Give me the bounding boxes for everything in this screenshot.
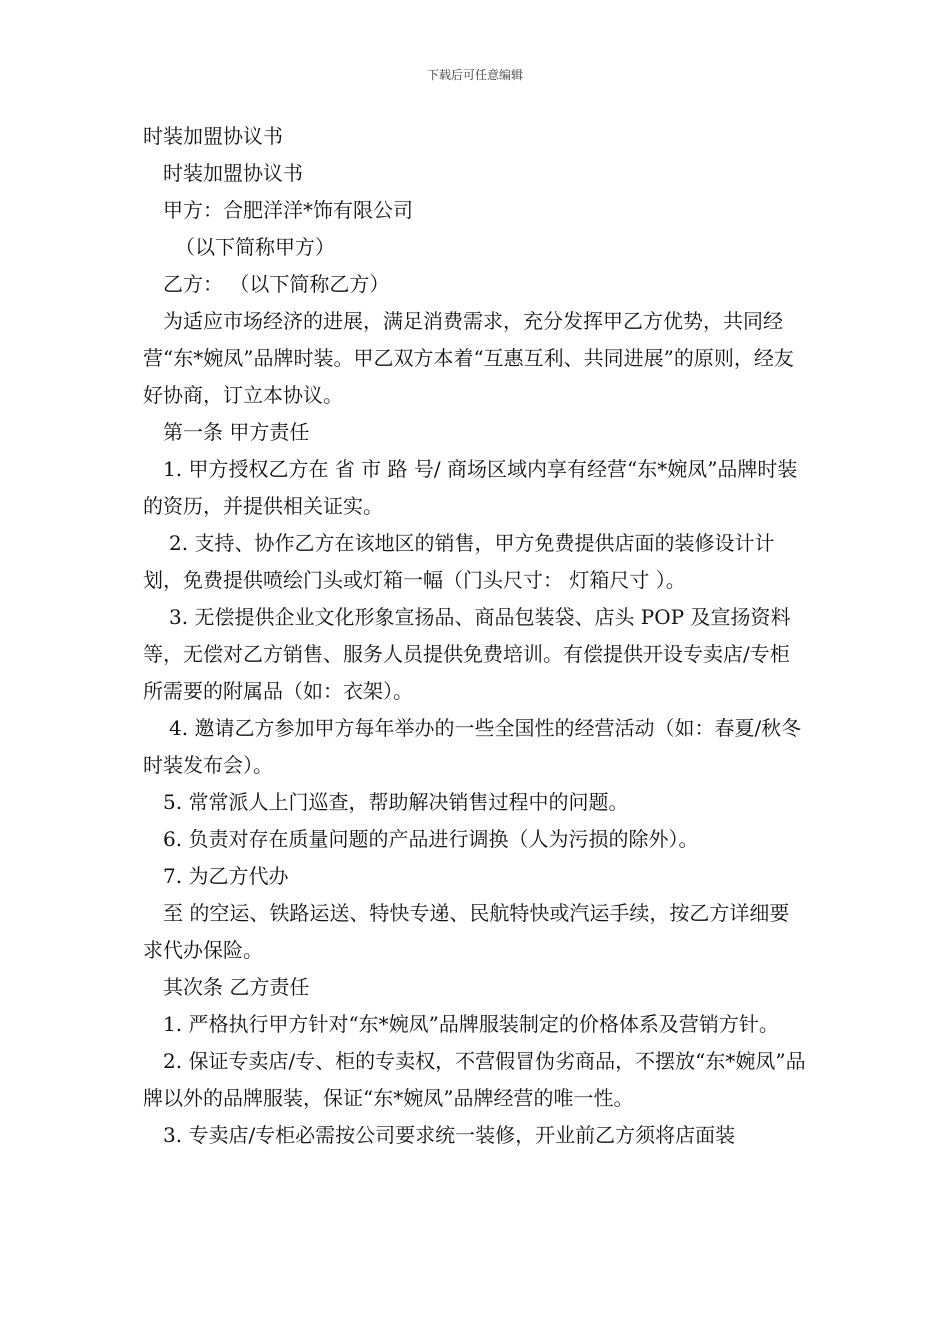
agreement-heading: 时装加盟协议书 (163, 161, 303, 185)
party-a: 甲方：合肥洋洋*饰有限公司 (163, 198, 413, 222)
article-1-item-1: 1. 甲方授权乙方在 省 市 路 号/ 商场区域内享有经营“东*婉凤”品牌时装的资历，并提供相关证实。 (143, 457, 798, 518)
article-1-item-6: 6. 负责对存在质量问题的产品进行调换（人为污损的除外）。 (163, 827, 699, 851)
party-a-note: （以下简称甲方） (175, 235, 335, 259)
preamble: 为适应市场经济的进展，满足消费需求，充分发挥甲乙方优势，共同经营“东*婉凤”品牌时装。甲乙双方本着“互惠互利、共同进展”的原则，经友好协商，订立本协议。 (143, 309, 794, 407)
article-1-item-4: 4. 邀请乙方参加甲方每年举办的一些全国性的经营活动（如：春夏/秋冬时装发布会）。 (143, 716, 802, 777)
article-1-item-7-detail: 至 的空运、铁路运送、特快专递、民航特快或汽运手续，按乙方详细要求代办保险。 (143, 901, 790, 962)
page-header: 下载后可任意编辑 (426, 68, 523, 82)
document-body (143, 118, 808, 1154)
party-b: 乙方： （以下简称乙方） (163, 272, 390, 296)
article-1-item-5: 5. 常常派人上门巡查，帮助解决销售过程中的问题。 (163, 790, 629, 814)
article-2-item-1: 1. 严格执行甲方针对“东*婉凤”品牌服装制定的价格体系及营销方针。 (163, 1012, 779, 1036)
article-1-item-3: 3. 无偿提供企业文化形象宣扬品、商品包装袋、店头 POP 及宣扬资料等，无偿对乙方销售、服务人员提供免费培训。有偿提供开设专卖店/专柜所需要的附属品（如：衣架）。 (143, 605, 791, 703)
document-title: 时装加盟协议书 (143, 124, 283, 148)
article-1-item-2: 2. 支持、协作乙方在该地区的销售，甲方免费提供店面的装修设计计划，免费提供喷绘门头或灯箱一幅（门头尺寸： 灯箱尺寸 ）。 (143, 531, 775, 592)
article-2-item-3: 3. 专卖店/专柜必需按公司要求统一装修，开业前乙方须将店面装 (163, 1123, 736, 1147)
article-1-heading: 第一条 甲方责任 (163, 420, 310, 444)
article-2-heading: 其次条 乙方责任 (163, 975, 310, 999)
article-2-item-2: 2. 保证专卖店/专、柜的专卖权，不营假冒伪劣商品，不摆放“东*婉凤”品牌以外的品牌服装，保证“东*婉凤”品牌经营的唯一性。 (143, 1049, 806, 1110)
article-1-item-7: 7. 为乙方代办 (163, 864, 289, 888)
